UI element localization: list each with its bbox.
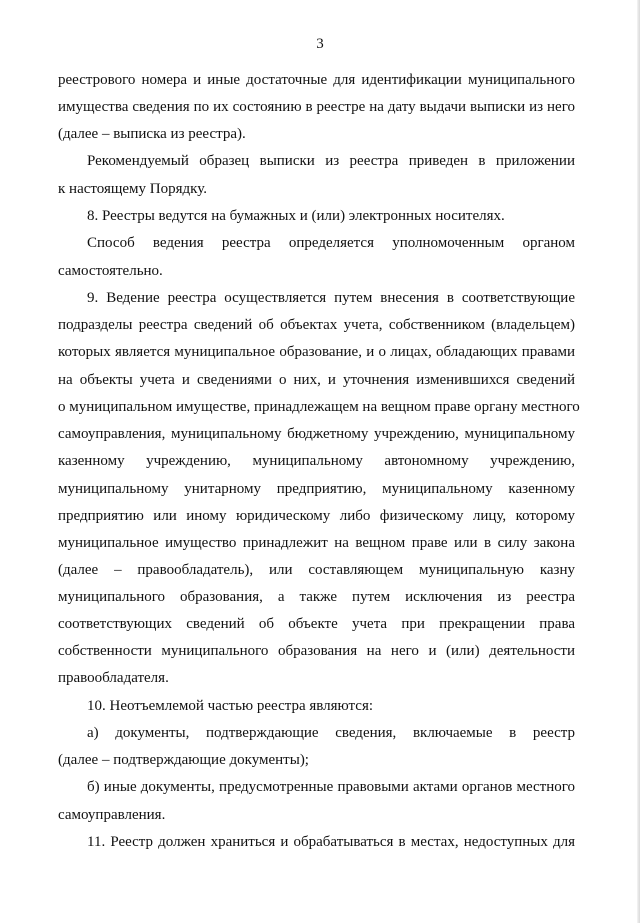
text-line-18: муниципальное имущество принадлежит на вещном праве или в силу закона: [58, 535, 575, 551]
text-line-6: 8. Реестры ведутся на бумажных и (или) электронных носителях.: [87, 208, 505, 224]
text-line-12: на объекты учета и сведениями о них, и уточнения изменившихся сведений: [58, 372, 575, 388]
text-line-9: 9. Ведение реестра осуществляется путем внесения в соответствующие: [87, 290, 575, 306]
text-line-23: правообладателя.: [58, 670, 169, 686]
text-line-4: Рекомендуемый образец выписки из реестра приведен в приложении: [87, 153, 575, 169]
text-line-19: (далее – правообладатель), или составляющем муниципальную казну: [58, 562, 575, 578]
text-line-1: реестрового номера и иные достаточные для идентификации муниципального: [58, 72, 575, 88]
text-line-13: о муниципальном имуществе, принадлежащем на вещном праве органу местного: [58, 399, 580, 415]
text-line-27: б) иные документы, предусмотренные правовыми актами органов местного: [87, 779, 575, 795]
text-line-29: 11. Реестр должен храниться и обрабатываться в местах, недоступных для: [87, 834, 575, 850]
page-number: 3: [316, 36, 324, 52]
text-line-14: самоуправления, муниципальному бюджетному учреждению, муниципальному: [58, 426, 575, 442]
text-line-25: а) документы, подтверждающие сведения, включаемые в реестр: [87, 725, 575, 741]
text-line-10: подразделы реестра сведений об объектах учета, собственником (владельцем): [58, 317, 575, 333]
text-line-21: соответствующих сведений об объекте учета при прекращении права: [58, 616, 575, 632]
text-line-16: муниципальному унитарному предприятию, муниципальному казенному: [58, 481, 575, 497]
text-line-28: самоуправления.: [58, 807, 166, 823]
text-line-8: самостоятельно.: [58, 263, 163, 279]
text-line-22: собственности муниципального образования на него и (или) деятельности: [58, 643, 575, 659]
text-line-11: которых является муниципальное образование, и о лицах, обладающих правами: [58, 344, 575, 360]
text-line-26: (далее – подтверждающие документы);: [58, 752, 309, 768]
text-line-24: 10. Неотъемлемой частью реестра являются:: [87, 698, 374, 714]
text-line-2: имущества сведения по их состоянию в реестре на дату выдачи выписки из него: [58, 99, 575, 115]
text-line-7: Способ ведения реестра определяется уполномоченным органом: [87, 235, 575, 251]
text-line-17: предприятию или иному юридическому либо физическому лицу, которому: [58, 508, 575, 524]
text-line-3: (далее – выписка из реестра).: [58, 126, 246, 142]
text-line-5: к настоящему Порядку.: [58, 181, 207, 197]
text-line-15: казенному учреждению, муниципальному автономному учреждению,: [58, 453, 575, 469]
text-line-20: муниципального образования, а также путем исключения из реестра: [58, 589, 575, 605]
